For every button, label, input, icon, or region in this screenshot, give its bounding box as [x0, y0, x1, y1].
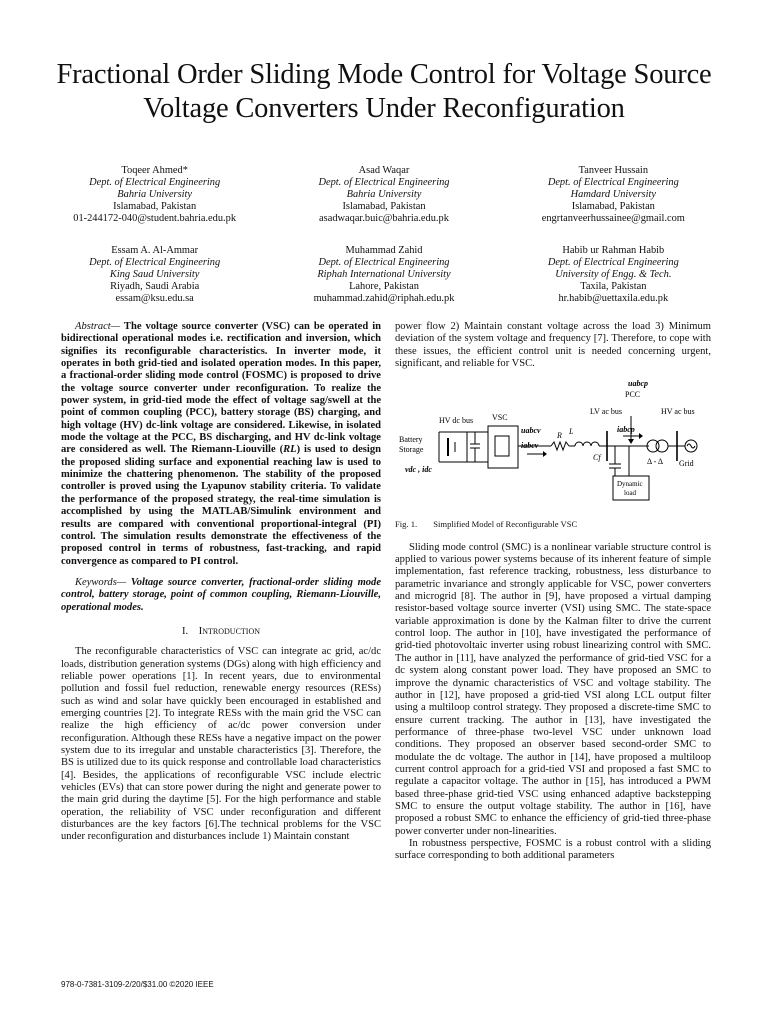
label-vsc: VSC	[492, 413, 508, 423]
author-dept: Dept. of Electrical Engineering	[89, 177, 221, 188]
body-paragraph: power flow 2) Maintain constant voltage across the load 3) Minimum deviation of the system voltage and frequency [7]. Therefore, to cope with these issues, the efficient control unit is needed concerning urgent, significant, and reliable for VSC.	[395, 321, 711, 370]
label-i-abcv: iabcv	[521, 441, 539, 451]
label-transformer: Δ - Δ	[647, 457, 664, 467]
author-location: Lahore, Pakistan	[349, 281, 419, 292]
author-block	[40, 245, 269, 305]
label-u-abcp: uabcp	[628, 379, 648, 389]
author-block	[269, 165, 498, 225]
label-lv-ac-bus: LV ac bus	[590, 407, 622, 417]
author-location: Taxila, Pakistan	[580, 281, 647, 292]
copyright-footer: 978-0-7381-3109-2/20/$31.00 ©2020 IEEE	[61, 980, 214, 989]
abstract-rl: RL	[283, 444, 297, 456]
abstract-text-a: The voltage source converter (VSC) can be operated in bidirectional operational modes i.e. rectification and inversion, which signifies its reconfigurable characteristics. In inverter mode, it operates in both grid-tied and isolated operation modes. In this paper, a fractional-order sliding mode control (FOSMC) is proposed to drive the voltage source converter under reconfiguration. To realize the power system, in grid-tied mode the effect of voltage sag/swell at the point of common coupling (PCC), battery storage (BS) charging, and high voltage (HV) dc-link voltage are considered. Likewise, in isolated mode the voltage at the PCC, BS discharging, and HV dc-link voltage are considered as well. The Riemann-Liouville (	[61, 321, 381, 456]
label-i-abcp: iabcp	[617, 425, 635, 435]
label-hv-ac-bus: HV ac bus	[661, 407, 695, 417]
author-dept: Dept. of Electrical Engineering	[318, 177, 450, 188]
author-email[interactable]: engrtanveerhussainee@gmail.com	[541, 213, 685, 224]
label-pcc: PCC	[625, 390, 641, 400]
author-univ: Hamdard University	[570, 189, 656, 200]
abstract-lead: Abstract—	[75, 321, 121, 332]
author-row-1	[40, 165, 728, 225]
label-cf: Cf	[593, 453, 601, 463]
author-name: Habib ur Rahman Habib	[562, 245, 665, 256]
section-heading	[61, 625, 381, 638]
keywords-text: Voltage source converter, fractional-order sliding mode control, battery storage, point of common coupling, Riemann-Liouville, operational modes.	[61, 576, 381, 613]
author-email[interactable]: asadwaqar.buic@bahria.edu.pk	[319, 213, 449, 224]
author-name: Tanveer Hussain	[578, 165, 649, 176]
author-location: Riyadh, Saudi Arabia	[110, 281, 200, 292]
figure-caption	[395, 518, 711, 530]
section-number: I.	[181, 625, 189, 637]
circuit-diagram	[395, 376, 711, 511]
body-paragraph: Sliding mode control (SMC) is a nonlinear variable structure control is applied to various power systems because of its inherent feature of simple implementation, fast reference tracking, robustness, less disturbance to parametric invariance and strongly applicable for VSC, power converters and microgrid [8]. The author in [9], have proposed a virtual damping resistor-based voltage source inverter (VSI) using SMC. The state-space variable approximation is done by the Kalman filter to drive the current control loop. The author in [10], have investigated the performance of grid-tied photovoltaic inverter using robust linearizing control with SMC. The author in [11], have analyzed the performance of grid-tied VSC for a dc system along constant power load. They have proposed an SMC to improve the dynamic characteristics of VSC and voltage stability. The author in [12], have proposed a grid-tied VSI along LCL output filter using a multiloop control strategy. They proposed a discrete-time SMC to ensure current tracking. The author in [13], have investigated the performance of three-phase two-level VSC under unknown load conditions. They proposed an observer based second-order SMC to modulate the dc voltage. The author in [14], have proposed a multiloop current control approach for a grid-tied VSI and proposed a fast SMC to regulate a capacitor voltage. The author in [15], has introduced a PWM based three-phase grid-tied VSC using enhanced adaptive backstepping SMC to ensure the output voltage stability. The author in [16], have proposed a robust SMC to enhance the efficiency of grid-tied three-phase power converter under non-linearities.	[395, 541, 711, 837]
author-name: Asad Waqar	[358, 165, 410, 176]
author-univ: Bahria University	[346, 189, 422, 200]
author-email[interactable]: muhammad.zahid@riphah.edu.pk	[313, 293, 455, 304]
abstract	[61, 321, 381, 568]
author-row-2	[40, 245, 728, 305]
author-location: Islamabad, Pakistan	[571, 201, 655, 212]
label-grid: Grid	[679, 459, 694, 469]
author-dept: Dept. of Electrical Engineering	[318, 257, 450, 268]
intro-paragraph: The reconfigurable characteristics of VSC can integrate ac grid, ac/dc loads, distribution generation systems (DGs) along with high efficiency and reliable power operations [1]. In recent years, due to environmental pollution and fossil fuel reduction, renewable energy resources (RESs) such as wind and solar have quickly been encouraged in established and emerging countries [2]. To integrate RESs with the main grid the VSC can realize the high efficiency of ac/dc power conversion under reconfiguration. Although these RESs have a negative impact on the power system due to its irregular and unstable characteristics [3]. Therefore, the BS is utilized due to its quick response and controllable load characteristics [4]. Besides, the applications of reconfigurable VSC include electric vehicles (EVs) that can store power during the night and generate power to the main grid during the daytime [5]. For the high performance and stable operation, the reliability of VSC under reconfiguration and different disturbances are the key factors [6].The technical problems for the VSC under reconfiguration and disturbances include 1) Maintain constant	[61, 646, 381, 843]
author-location: Islamabad, Pakistan	[113, 201, 197, 212]
figure-caption-text: Simplified Model of Reconfigurable VSC	[433, 519, 578, 530]
paper-title: Fractional Order Sliding Mode Control for Voltage Source Voltage Converters Under Reconfiguration	[56, 59, 712, 124]
label-u-abcv: uabcv	[521, 426, 541, 436]
label-storage: Storage	[399, 445, 424, 455]
author-univ: University of Engg. & Tech.	[555, 269, 672, 280]
author-univ: Riphah International University	[317, 269, 451, 280]
figure-number: Fig. 1.	[395, 519, 418, 530]
author-univ: Bahria University	[117, 189, 193, 200]
author-name: Toqeer Ahmed*	[121, 165, 188, 176]
author-block	[269, 245, 498, 305]
label-l: L	[569, 427, 574, 437]
author-dept: Dept. of Electrical Engineering	[89, 257, 221, 268]
author-dept: Dept. of Electrical Engineering	[547, 257, 679, 268]
author-email[interactable]: hr.habib@uettaxila.edu.pk	[558, 293, 669, 304]
author-email[interactable]: essam@ksu.edu.sa	[115, 293, 194, 304]
author-name: Essam A. Al-Ammar	[111, 245, 199, 256]
figure-1	[395, 376, 711, 511]
author-location: Islamabad, Pakistan	[342, 201, 426, 212]
author-block	[40, 165, 269, 225]
label-r: R	[557, 431, 562, 441]
keywords-lead: Keywords—	[75, 576, 127, 588]
label-vdc-idc: vdc , idc	[405, 465, 432, 475]
section-title: Introduction	[198, 624, 261, 637]
author-block	[499, 165, 728, 225]
right-column	[395, 321, 711, 863]
author-dept: Dept. of Electrical Engineering	[547, 177, 679, 188]
author-name: Muhammad Zahid	[345, 245, 423, 256]
label-load: load	[624, 489, 637, 498]
left-column	[61, 321, 381, 844]
label-dynamic: Dynamic	[617, 480, 643, 489]
label-hv-dc-bus: HV dc bus	[439, 416, 474, 426]
label-battery: Battery	[399, 435, 423, 445]
author-block	[499, 245, 728, 305]
author-univ: King Saud University	[109, 269, 200, 280]
author-email[interactable]: 01-244172-040@student.bahria.edu.pk	[73, 213, 237, 224]
keywords	[61, 577, 381, 614]
body-paragraph: In robustness perspective, FOSMC is a robust control with a sliding surface corresponding to both additional parameters	[395, 837, 711, 862]
abstract-text-b: ) is used to design the proposed sliding surface and exponential reaching law is used to minimize the chattering phenomenon. The stability of the proposed controller is proved using the Lyapunov stability criteria. To validate the performance of the proposed strategy, the real-time simulation is accomplished by using the MATLAB/Simulink environment and results are compared with conventional proportional-integral (PI) control. The simulation results demonstrate the effectiveness of the proposed control in terms of robustness, fast-tracking, and rapid convergence as compared to PI control.	[61, 444, 381, 567]
